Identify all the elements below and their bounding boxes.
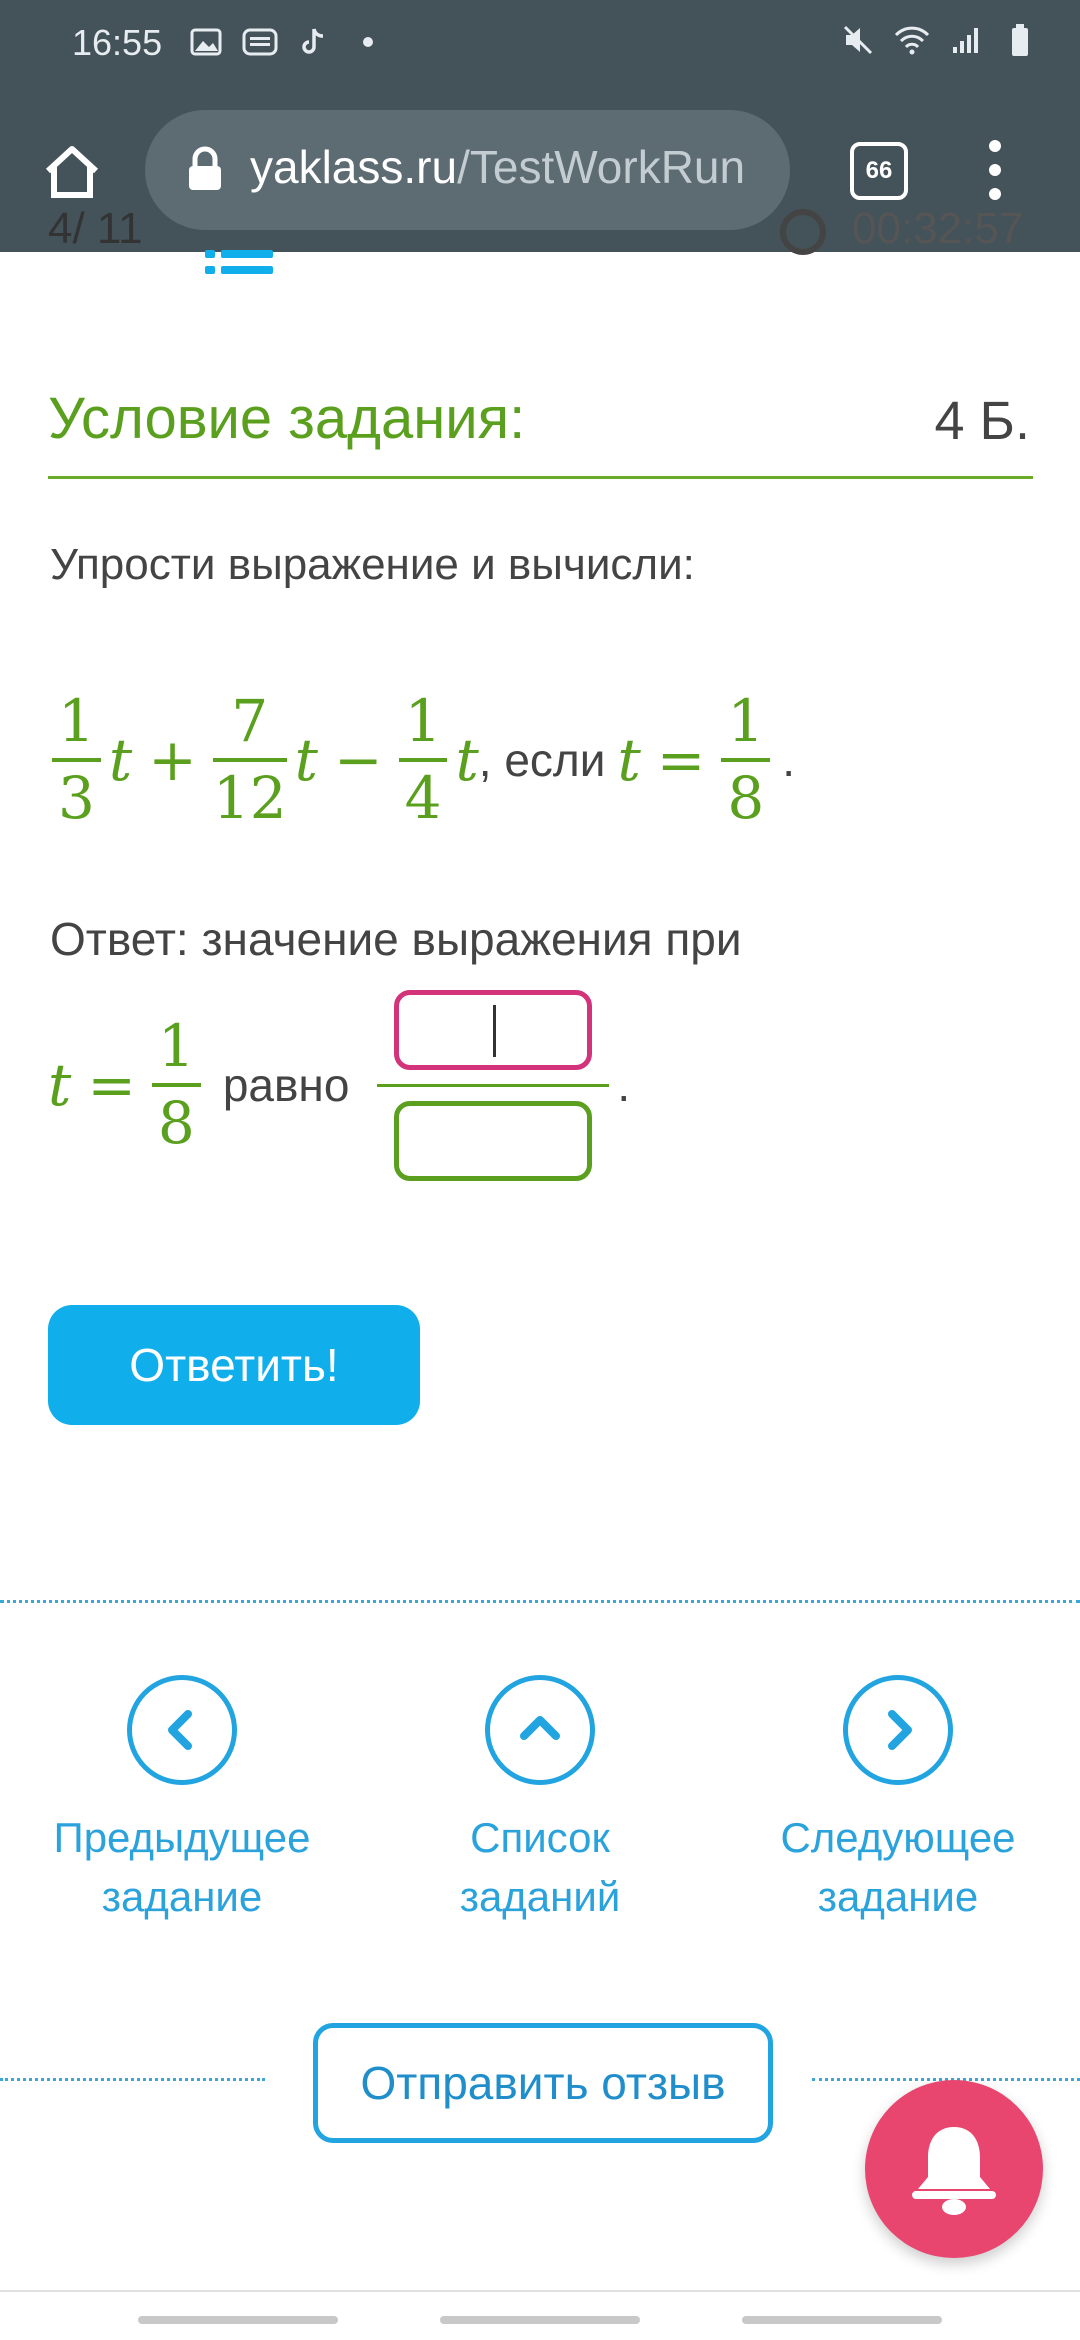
- numerator-input[interactable]: [394, 990, 592, 1070]
- home-icon[interactable]: [40, 140, 104, 204]
- task-list-label: [390, 1809, 690, 1927]
- fraction-1: [52, 687, 101, 832]
- tiktok-icon: [298, 26, 330, 58]
- fraction-numerator: 1: [157, 1012, 195, 1081]
- next-task-button[interactable]: [748, 1675, 1048, 1927]
- answer-expression: [48, 1000, 638, 1170]
- fraction-value: [721, 687, 770, 832]
- url-path: /TestWorkRun: [457, 141, 746, 193]
- tab-count-button[interactable]: 66: [850, 142, 908, 200]
- math-expression: [48, 685, 803, 835]
- fraction-denominator: 3: [58, 764, 95, 832]
- lock-icon: [185, 146, 225, 192]
- nav-label-line: Список: [470, 1814, 610, 1861]
- previous-task-button[interactable]: [32, 1675, 332, 1927]
- dot-icon: [352, 26, 384, 58]
- fraction-numerator: 7: [231, 687, 269, 756]
- fraction-value: [152, 1012, 201, 1157]
- gesture-bar: [138, 2316, 338, 2324]
- signal-icon: [950, 24, 982, 56]
- task-title: Условие задания:: [48, 386, 526, 451]
- gesture-bar: [742, 2316, 942, 2324]
- period: .: [782, 734, 796, 786]
- fraction-denominator: 8: [157, 1089, 195, 1157]
- variable: t: [108, 726, 133, 794]
- denominator-input[interactable]: [394, 1101, 592, 1181]
- title-divider: [48, 476, 1033, 479]
- equals-operator: =: [656, 726, 706, 794]
- more-menu-icon[interactable]: [985, 140, 1005, 210]
- chevron-right-icon: [843, 1675, 953, 1785]
- nav-label-line: заданий: [459, 1872, 621, 1920]
- fraction-numerator: 1: [727, 687, 765, 756]
- section-divider: [0, 1600, 1080, 1603]
- mute-icon: [842, 24, 874, 56]
- nav-label-line: задание: [101, 1872, 263, 1920]
- task-progress-text: 4/ 11: [48, 204, 143, 253]
- period: .: [617, 1059, 631, 1111]
- chevron-left-icon: [127, 1675, 237, 1785]
- variable: t: [294, 726, 318, 794]
- status-time: 16:55: [72, 22, 163, 63]
- fraction-denominator: 12: [212, 764, 287, 832]
- url-text[interactable]: [250, 140, 775, 194]
- answer-prompt: Ответ: значение выражения при: [50, 913, 742, 965]
- answer-fraction-input: [377, 990, 609, 1181]
- send-feedback-button[interactable]: Отправить отзыв: [313, 2023, 773, 2143]
- notification-bell-button[interactable]: [865, 2080, 1043, 2258]
- status-icons-right: [842, 24, 1036, 56]
- plus-operator: +: [148, 726, 197, 794]
- message-icon: [244, 26, 276, 58]
- if-word: , если: [478, 734, 606, 786]
- fraction-denominator: 8: [727, 764, 765, 832]
- timer: [852, 204, 1024, 270]
- bell-icon: [906, 2119, 1002, 2219]
- text-caret: [493, 1005, 496, 1057]
- task-instruction: Упрости выражение и вычисли:: [50, 540, 695, 589]
- variable: t: [455, 726, 479, 794]
- task-progress: [48, 204, 143, 270]
- minus-operator: −: [333, 726, 383, 794]
- equals-word: равно: [222, 1059, 350, 1111]
- status-icons-left: [190, 26, 384, 58]
- nav-label-line: Предыдущее: [53, 1814, 311, 1861]
- variable: t: [617, 726, 641, 794]
- fraction-bar: [377, 1084, 609, 1087]
- submit-answer-button[interactable]: Ответить!: [48, 1305, 420, 1425]
- gesture-bar: [440, 2316, 640, 2324]
- nav-label-line: Следующее: [780, 1814, 1016, 1861]
- bottom-divider: [0, 2290, 1080, 2292]
- timer-text: 00:32:57: [852, 204, 1024, 253]
- fraction-numerator: 1: [58, 687, 95, 756]
- task-points: 4 Б.: [934, 391, 1030, 451]
- fraction-3: [399, 687, 448, 832]
- image-icon: [190, 26, 222, 58]
- feedback-divider-left: [0, 2078, 265, 2081]
- fraction-numerator: 1: [404, 687, 442, 756]
- fraction-denominator: 4: [404, 764, 442, 832]
- fraction-2: [212, 687, 287, 832]
- wifi-icon: [896, 24, 928, 56]
- next-task-label: [748, 1809, 1048, 1927]
- equals-operator: =: [87, 1051, 136, 1119]
- nav-label-line: задание: [817, 1872, 979, 1920]
- url-host: yaklass.ru: [250, 141, 458, 193]
- chevron-up-icon: [485, 1675, 595, 1785]
- battery-icon: [1004, 24, 1036, 56]
- timer-icon: [778, 232, 828, 272]
- task-list-button[interactable]: [390, 1675, 690, 1927]
- task-list-icon[interactable]: [205, 250, 273, 276]
- variable: t: [48, 1051, 72, 1119]
- previous-task-label: [32, 1809, 332, 1927]
